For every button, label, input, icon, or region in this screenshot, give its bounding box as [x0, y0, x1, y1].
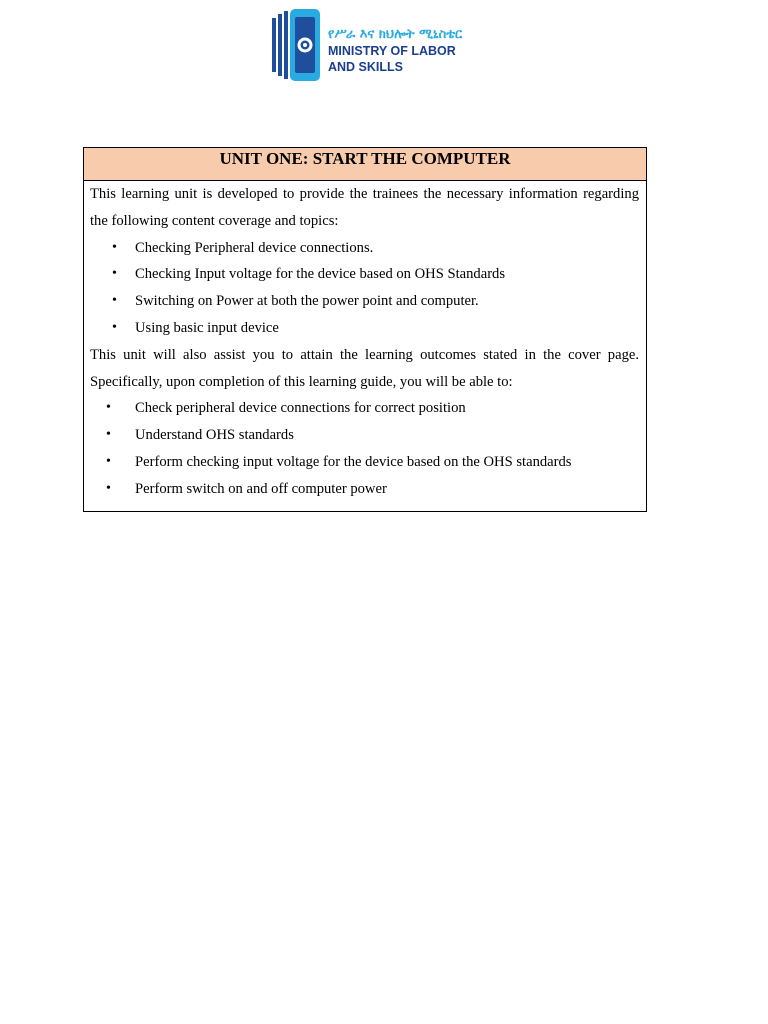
unit-box	[83, 147, 647, 512]
list-item	[90, 315, 639, 342]
outcome-text: Understand OHS standards	[135, 427, 294, 444]
topic-text: Checking Peripheral device connections.	[135, 239, 374, 256]
list-item	[90, 422, 639, 449]
bullet-icon: •	[112, 293, 117, 309]
ministry-logo	[270, 8, 463, 82]
logo-bar	[272, 18, 276, 72]
list-item	[90, 395, 639, 422]
intro-paragraph: This learning unit is developed to provide the trainees the necessary information regarding the following content coverage and topics:	[90, 186, 639, 229]
list-item	[90, 476, 639, 503]
unit-body	[84, 181, 646, 511]
list-item	[90, 288, 639, 315]
topics-list	[90, 235, 639, 342]
list-item	[90, 235, 639, 262]
outcomes-list	[90, 395, 639, 502]
logo-bar	[284, 11, 288, 79]
bullet-icon: •	[112, 319, 117, 335]
bullet-icon: •	[106, 480, 111, 496]
outcomes-paragraph: This unit will also assist you to attain the learning outcomes stated in the cover page. Specifically, upon completion of this learning guide, you will be able to:	[90, 346, 639, 390]
bullet-icon: •	[106, 427, 111, 443]
outcome-text: Perform switch on and off computer power	[135, 480, 387, 497]
bullet-icon: •	[112, 266, 117, 282]
bullet-icon: •	[106, 400, 111, 416]
bullet-icon: •	[112, 239, 117, 255]
logo-bar	[278, 14, 282, 76]
list-item	[90, 449, 639, 476]
logo-line2: AND SKILLS	[328, 60, 403, 74]
topic-text: Checking Input voltage for the device based on OHS Standards	[135, 266, 506, 283]
logo-amharic-text: የሥራ እና ክህሎት ሚኒስቴር	[328, 27, 463, 42]
outcome-text: Check peripheral device connections for correct position	[135, 400, 466, 417]
topic-text: Using basic input device	[135, 319, 279, 336]
list-item	[90, 261, 639, 288]
logo-line1: MINISTRY OF LABOR	[328, 44, 456, 58]
topic-text: Switching on Power at both the power point and computer.	[135, 293, 479, 310]
outcome-text: Perform checking input voltage for the device based on the OHS standards	[135, 453, 572, 470]
ministry-logo-graphic	[270, 8, 463, 82]
bullet-icon: •	[106, 453, 111, 469]
unit-title: UNIT ONE: START THE COMPUTER	[84, 148, 646, 181]
